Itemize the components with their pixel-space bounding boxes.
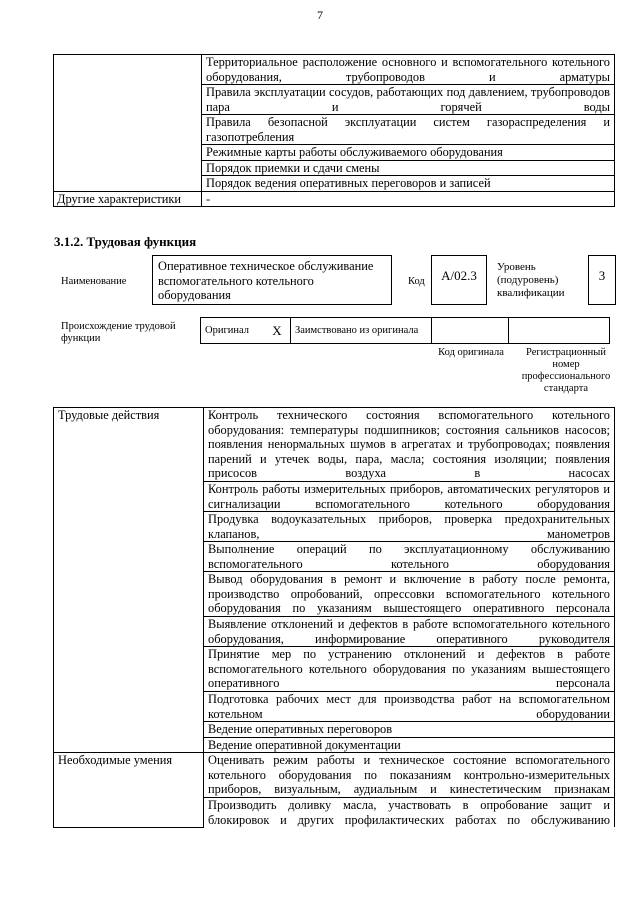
action-item: Выполнение операций по эксплуатационному обслуживанию вспомогательного котельного оборудования: [204, 542, 615, 572]
empty-label-cell: [54, 55, 202, 192]
registration-caption: Регистрационный номер профессионального стандарта: [521, 347, 611, 394]
name-label: Наименование: [61, 276, 127, 287]
table-cell: Порядок приемки и сдачи смены: [202, 160, 615, 176]
action-item: Вывод оборудования в ремонт и включение в работу после ремонта, производство опробований, опрессовки вспомогательного котельного оборудования по указаниям вышестоящего оперативного персонала: [204, 572, 615, 617]
action-item: Ведение оперативных переговоров: [204, 722, 615, 738]
action-item: Ведение оперативной документации: [204, 737, 615, 753]
registration-number-cell: [509, 318, 610, 344]
table-cell: Правила эксплуатации сосудов, работающих под давлением, трубопроводов пара и горячей воды: [202, 85, 615, 115]
origin-table: [200, 317, 610, 344]
section-title: 3.1.2. Трудовая функция: [54, 234, 197, 249]
action-item: Принятие мер по устранению отклонений и дефектов в работе вспомогательного котельного оборудования по указаниям вышестоящего оперативного персонала: [204, 647, 615, 692]
level-label: Уровень (подуровень) квалификации: [497, 261, 565, 299]
table-row: [54, 753, 615, 798]
labor-functions-table: [53, 407, 615, 828]
original-label: Оригинал: [201, 318, 265, 344]
origin-label: Происхождение трудовой функции: [61, 321, 176, 344]
original-mark: X: [264, 318, 291, 344]
original-code-cell: [432, 318, 509, 344]
skill-item: Оценивать режим работы и техническое состояние вспомогательного котельного оборудования по показаниям контрольно-измерительных приборов, визуальным, аудиальным и кинестетическим признакам: [204, 753, 615, 798]
table-cell: Порядок ведения оперативных переговоров и записей: [202, 176, 615, 192]
action-item: Контроль технического состояния вспомогательного котельного оборудования: температуры подшипников; состояния сальников насосов; появления ненормальных шумов в агрегатах и трубопроводах; появления парений и утечек воды, пара, масла; состояния изоляции; появления присосов воздуха в насосах: [204, 408, 615, 482]
table-cell: Режимные карты работы обслуживаемого оборудования: [202, 145, 615, 161]
action-item: Контроль работы измерительных приборов, автоматических регуляторов и сигнализации вспомогательного котельного оборудования: [204, 482, 615, 512]
table-row: [201, 318, 610, 344]
code-label: Код: [408, 276, 425, 287]
other-characteristics-value: -: [202, 191, 615, 207]
action-item: Подготовка рабочих мест для производства работ на вспомогательном котельном оборудовании: [204, 692, 615, 722]
skill-item: Производить доливку масла, участвовать в опробование защит и блокировок и других профилактических работах по обслуживанию: [204, 798, 615, 828]
table-row: [54, 191, 615, 207]
page-number: 7: [317, 8, 323, 22]
knowledge-continuation-table: [53, 54, 615, 207]
actions-label: Трудовые действия: [54, 408, 204, 753]
action-item: Продувка водоуказательных приборов, проверка предохранительных клапанов, манометров: [204, 512, 615, 542]
level-value-box: 3: [588, 255, 616, 305]
table-cell: Территориальное расположение основного и вспомогательного котельного оборудования, трубопроводов и арматуры: [202, 55, 615, 85]
other-characteristics-label: Другие характеристики: [54, 191, 202, 207]
borrowed-label: Заимствовано из оригинала: [291, 318, 432, 344]
action-item: Выявление отклонений и дефектов в работе вспомогательного котельного оборудования, информирование оперативного руководителя: [204, 617, 615, 647]
code-value-box: А/02.3: [431, 255, 487, 305]
table-row: [54, 55, 615, 85]
code-original-caption: Код оригинала: [438, 347, 504, 358]
table-cell: Правила безопасной эксплуатации систем газораспределения и газопотребления: [202, 115, 615, 145]
name-value-box: Оперативное техническое обслуживание вспомогательного котельного оборудования: [152, 255, 392, 305]
skills-label: Необходимые умения: [54, 753, 204, 828]
table-row: [54, 408, 615, 482]
